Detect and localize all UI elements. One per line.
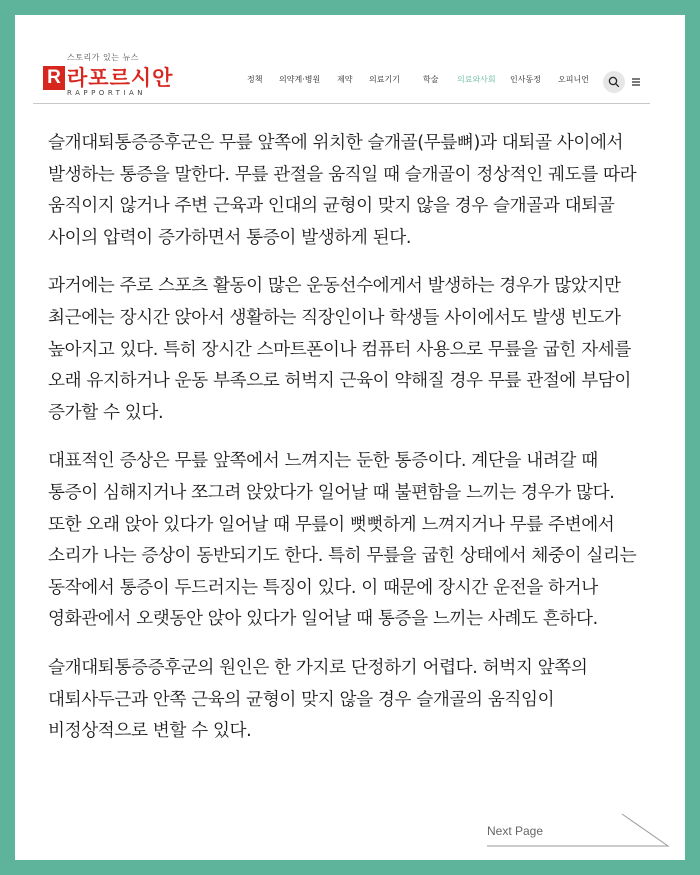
logo-tagline: 스토리가 있는 뉴스 <box>67 53 139 62</box>
article-paragraph: 슬개대퇴통증증후군의 원인은 한 가지로 단정하기 어렵다. 허벅지 앞쪽의 대퇴사두근과 안쪽 근육의 균형이 맞지 않을 경우 슬개골의 움직임이 비정상적으로 변할 수 있다. <box>48 657 588 742</box>
next-page-link[interactable]: Next Page <box>487 824 544 838</box>
article-body <box>48 128 650 765</box>
site-logo[interactable] <box>33 35 183 95</box>
next-underline <box>487 845 622 847</box>
logo-name: 라포르시안 <box>67 66 174 90</box>
site-header <box>33 35 650 104</box>
main-nav <box>247 74 598 85</box>
logo-r-mark: R <box>43 66 65 90</box>
nav-item-policy[interactable]: 정책 <box>247 75 263 84</box>
search-button[interactable] <box>603 71 625 93</box>
next-arrow-icon[interactable] <box>620 812 670 848</box>
article-paragraph: 슬개대퇴통증증후군은 무릎 앞쪽에 위치한 슬개골(무릎뼈)과 대퇴골 사이에서 발생하는 통증을 말한다. 무릎 관절을 움직일 때 슬개골이 정상적인 궤도를 따라 움직이지 않거나 주변 근육과 인대의 균형이 맞지 않을 경우 슬개골과 대퇴골 사이의 압력이 증가하면서 통증이 발생하게 된다. <box>48 133 637 248</box>
article-paragraph: 대표적인 증상은 무릎 앞쪽에서 느껴지는 둔한 통증이다. 계단을 내려갈 때 통증이 심해지거나 쪼그려 앉았다가 일어날 때 불편함을 느끼는 경우가 많다. 또한 오래 앉아 있다가 일어날 때 무릎이 뻣뻣하게 느껴지거나 무릎 주변에서 소리가 나는 증상이 동반되기도 한다. 특히 무릎을 굽힌 상태에서 체중이 실리는 동작에서 통증이 두드러지는 특징이 있다. 이 때문에 장시간 운전을 하거나 영화관에서 오랫동안 앉아 있다가 일어날 때 통증을 느끼는 사례도 흔하다. <box>48 451 637 630</box>
nav-item-academic[interactable]: 학술 <box>423 75 439 84</box>
nav-item-devices[interactable]: 의료기기 <box>369 75 400 84</box>
article-paragraph: 과거에는 주로 스포츠 활동이 많은 운동선수에게서 발생하는 경우가 많았지만 최근에는 장시간 앉아서 생활하는 직장인이나 학생들 사이에서도 발생 빈도가 높아지고 있다. 특히 장시간 스마트폰이나 컴퓨터 사용으로 무릎을 굽힌 자세를 오래 유지하거나 운동 부족으로 허벅지 근육이 약해질 경우 무릎 관절에 부담이 증가할 수 있다. <box>48 276 631 423</box>
nav-item-medical-hospital[interactable]: 의약계·병원 <box>279 75 321 84</box>
search-icon <box>608 76 620 88</box>
logo-subtitle: RAPPORTIAN <box>67 89 147 97</box>
nav-item-personnel[interactable]: 인사동정 <box>510 75 541 84</box>
menu-icon <box>631 73 641 91</box>
menu-button[interactable] <box>631 73 645 91</box>
nav-item-opinion[interactable]: 오피니언 <box>558 75 589 84</box>
nav-item-medicine-society[interactable]: 의료와사회 <box>457 75 496 84</box>
nav-item-pharma[interactable]: 제약 <box>337 75 353 84</box>
